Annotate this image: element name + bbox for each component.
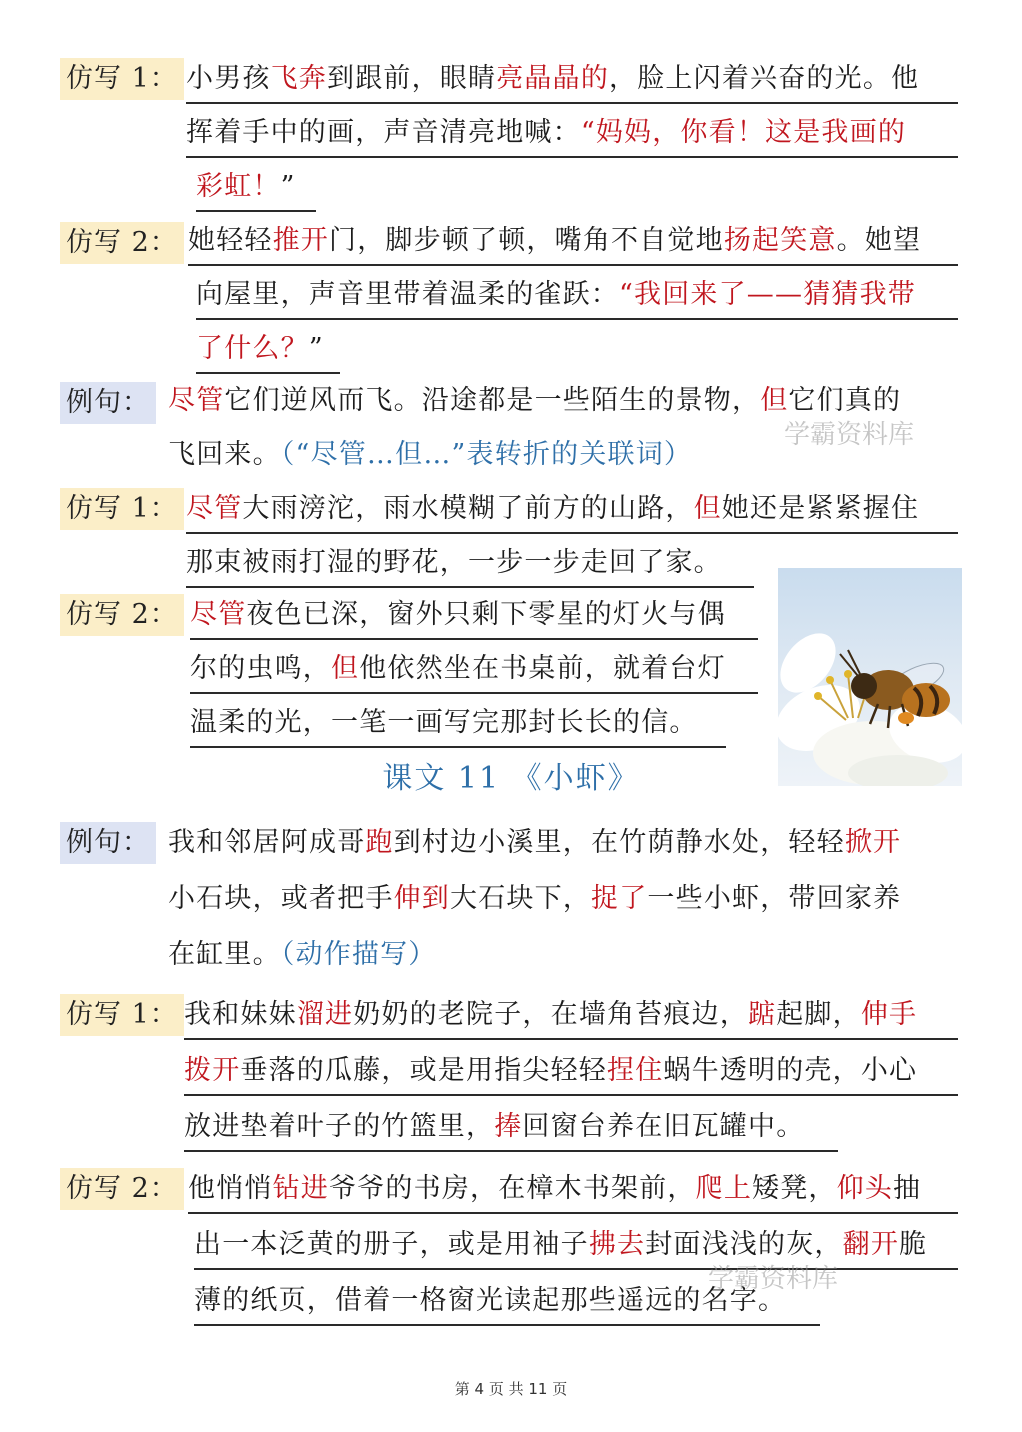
- text-line: [188, 1166, 958, 1214]
- text-line: [190, 592, 758, 640]
- highlight-word: 但: [693, 493, 722, 524]
- highlight-word: 尽管: [168, 385, 225, 416]
- block-label: 仿写 1：: [60, 58, 184, 100]
- text-line: [194, 1222, 958, 1270]
- text-run: 我和邻居阿成哥: [168, 827, 366, 858]
- highlight-word: 尽管: [190, 599, 247, 630]
- text-run: 起脚，: [776, 999, 861, 1030]
- text-run: 夜色已深，窗外只剩下零星的灯火与偶: [246, 599, 726, 630]
- text-run: 大雨滂沱，雨水模糊了前方的山路，: [242, 493, 694, 524]
- text-run: 回窗台养在旧瓦罐中。: [522, 1111, 805, 1142]
- text-run: ”: [280, 171, 296, 202]
- text-line: [196, 272, 958, 320]
- lesson-title: 课文 11 《小虾》: [382, 761, 640, 796]
- text-line: [196, 326, 340, 374]
- text-run: 尔的虫鸣，: [190, 653, 331, 684]
- text-run: 温柔的光，一笔一画写完那封长长的信。: [190, 707, 698, 738]
- text-run: 抽: [893, 1173, 922, 1204]
- text-line: [184, 1104, 838, 1152]
- text-run: 薄的纸页，借着一格窗光读起那些遥远的名字。: [194, 1285, 787, 1316]
- highlight-word: 溜进: [296, 999, 354, 1030]
- highlight-word: 彩虹！: [196, 171, 281, 202]
- highlight-word: 掀开: [844, 827, 902, 858]
- text-run: 她还是紧紧握住: [721, 493, 920, 524]
- text-line: [196, 164, 316, 212]
- block-label: 仿写 2：: [60, 1168, 184, 1210]
- block-label: 仿写 1：: [60, 488, 184, 530]
- text-run: 那束被雨打湿的野花，一步一步走回了家。: [186, 547, 722, 578]
- highlight-word: 但: [760, 385, 789, 416]
- text-run: 他悄悄: [188, 1173, 273, 1204]
- text-run: 出一本泛黄的册子，或是用袖子: [194, 1229, 589, 1260]
- text-run: 小石块，或者把手: [168, 883, 394, 914]
- highlight-word: 捉了: [591, 883, 648, 914]
- text-run: 放进垫着叶子的竹篮里，: [184, 1111, 495, 1142]
- text-run: 奶奶的老院子，在墙角苔痕边，: [353, 999, 749, 1030]
- text-run: 垂落的瓜藤，或是用指尖轻轻: [240, 1055, 608, 1086]
- highlight-word: 伸到: [393, 883, 451, 914]
- text-run: 。她望: [836, 225, 922, 256]
- text-line: [188, 218, 958, 266]
- highlight-word: 仰头: [836, 1173, 894, 1204]
- highlight-word: 钻进: [272, 1173, 330, 1204]
- watermark: 学霸资料库: [708, 1264, 839, 1294]
- highlight-word: 亮晶晶的: [496, 63, 610, 94]
- text-run: 小男孩: [186, 63, 271, 94]
- watermark: 学霸资料库: [784, 420, 915, 450]
- annotation-note: （“尽管…但…”表转折的关联词）: [280, 439, 693, 470]
- highlight-word: 踮: [748, 999, 777, 1030]
- text-line: [168, 876, 958, 922]
- text-run: 一些小虾，带回家养: [647, 883, 902, 914]
- text-line: [190, 700, 726, 748]
- text-line: [186, 56, 958, 104]
- block-label: 例句：: [60, 822, 156, 864]
- highlight-word: 伸手: [860, 999, 918, 1030]
- text-line: [168, 932, 958, 978]
- highlight-word: 但: [331, 653, 360, 684]
- text-run: 向屋里，声音里带着温柔的雀跃：: [196, 279, 619, 310]
- highlight-word: 拨开: [184, 1055, 241, 1086]
- text-run: 在缸里。: [168, 939, 281, 970]
- highlight-word: “我回来了——猜猜我带: [619, 279, 917, 310]
- text-run: 它们逆风而飞。沿途都是一些陌生的景物，: [224, 385, 761, 416]
- highlight-word: 扬起笑意: [723, 225, 837, 256]
- highlight-word: 爬上: [695, 1173, 753, 1204]
- highlight-word: 捧: [494, 1111, 523, 1142]
- text-line: [190, 646, 758, 694]
- highlight-word: 飞奔: [270, 63, 328, 94]
- highlight-word: 了什么？: [196, 333, 309, 364]
- text-run: 封面浅浅的灰，: [645, 1229, 843, 1260]
- text-run: 门，脚步顿了顿，嘴角不自觉地: [329, 225, 724, 256]
- block-label: 仿写 2：: [60, 594, 184, 636]
- annotation-note: （动作描写）: [280, 939, 437, 970]
- block-label: 仿写 2：: [60, 222, 184, 264]
- text-run: 他依然坐在书桌前，就着台灯: [359, 653, 726, 684]
- text-line: [186, 486, 958, 534]
- text-line: [186, 110, 958, 158]
- text-run: 大石块下，: [450, 883, 592, 914]
- text-line: [168, 820, 958, 866]
- text-run: 我和妹妹: [184, 999, 297, 1030]
- block-label: 例句：: [60, 382, 156, 424]
- bee-on-flower-image: [778, 568, 962, 786]
- text-run: 到村边小溪里，在竹荫静水处，轻轻: [393, 827, 845, 858]
- text-run: 她轻轻: [188, 225, 273, 256]
- text-line: [186, 540, 754, 588]
- text-run: 到跟前，眼睛: [327, 63, 497, 94]
- text-run: 挥着手中的画，声音清亮地喊：: [186, 117, 581, 148]
- highlight-word: 跑: [365, 827, 394, 858]
- highlight-word: 推开: [272, 225, 330, 256]
- highlight-word: 尽管: [186, 493, 243, 524]
- page-footer: 第 4 页 共 11 页: [454, 1380, 568, 1398]
- highlight-word: 翻开: [842, 1229, 900, 1260]
- text-run: ，脸上闪着兴奋的光。他: [609, 63, 920, 94]
- block-label: 仿写 1：: [60, 994, 184, 1036]
- text-line: [184, 992, 958, 1040]
- highlight-word: “妈妈，你看！这是我画的: [580, 117, 907, 148]
- text-run: 蜗牛透明的壳，小心: [663, 1055, 918, 1086]
- text-run: 它们真的: [788, 385, 902, 416]
- text-run: 爷爷的书房，在樟木书架前，: [329, 1173, 696, 1204]
- highlight-word: 拂去: [588, 1229, 646, 1260]
- text-run: 矮凳，: [752, 1173, 837, 1204]
- text-run: ”: [308, 333, 324, 364]
- text-run: 飞回来。: [168, 439, 281, 470]
- highlight-word: 捏住: [607, 1055, 664, 1086]
- text-line: [184, 1048, 958, 1096]
- text-run: 脆: [899, 1229, 928, 1260]
